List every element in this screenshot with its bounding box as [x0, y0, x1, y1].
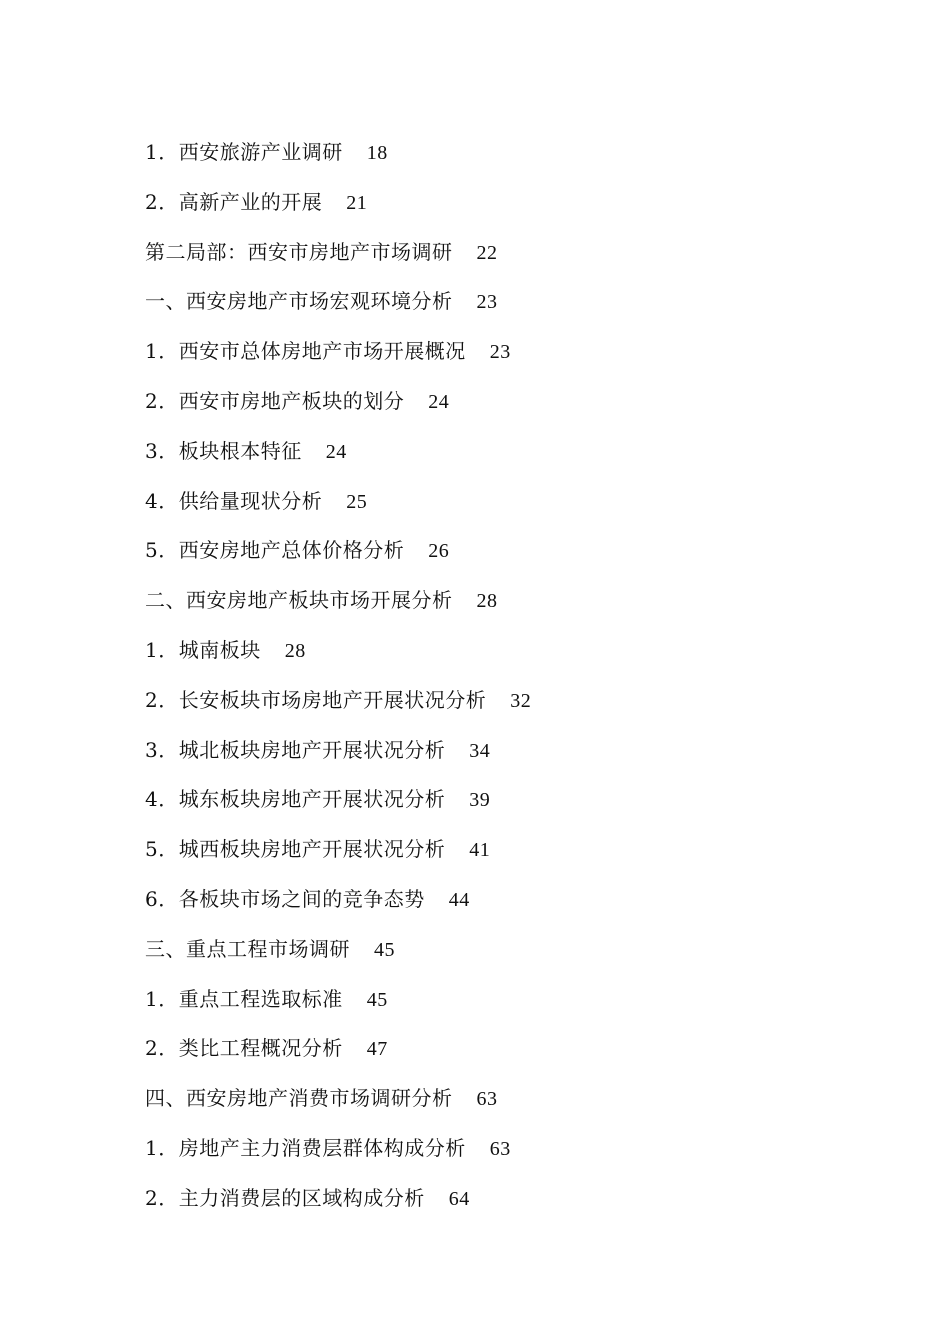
toc-entry-title: 1．西安旅游产业调研	[145, 140, 343, 164]
toc-entry-title: 1．房地产主力消费层群体构成分析	[145, 1135, 466, 1160]
toc-entry-page: 28	[476, 590, 498, 613]
toc-entry-page: 18	[366, 142, 388, 164]
toc-entry-page: 45	[374, 938, 395, 961]
toc-entry-title: 2．长安板块市场房地产开展状况分析	[145, 687, 487, 712]
toc-entry-title: 1．重点工程选取标准	[145, 986, 343, 1011]
toc-entry-title: 4．供给量现状分析	[145, 488, 323, 513]
toc-entry-title: 2．类比工程概况分析	[145, 1036, 343, 1061]
toc-entry-title: 第二局部：西安市房地产市场调研	[145, 239, 453, 264]
toc-entry-title: 1．城南板块	[145, 637, 261, 662]
toc-entry	[145, 284, 531, 334]
toc-entry	[145, 733, 531, 783]
toc-entry	[145, 633, 531, 683]
toc-entry	[145, 1081, 531, 1131]
toc-entry-title: 6．各板块市场之间的竞争态势	[145, 886, 425, 911]
toc-entry-title: 二、西安房地产板块市场开展分析	[145, 588, 453, 613]
toc-entry	[145, 782, 531, 832]
toc-entry	[145, 135, 531, 185]
toc-entry	[145, 882, 531, 932]
toc-entry-page: 63	[476, 1088, 498, 1111]
toc-entry-page: 28	[284, 639, 306, 662]
toc-entry	[145, 1181, 531, 1231]
toc-entry-title: 2．主力消费层的区域构成分析	[145, 1185, 425, 1210]
toc-entry	[145, 1131, 531, 1181]
toc-entry	[145, 334, 531, 384]
toc-entry-title: 2．西安市房地产板块的划分	[145, 388, 405, 413]
toc-entry-page: 25	[346, 490, 368, 513]
toc-entry-page: 21	[346, 191, 368, 214]
toc-entry-page: 63	[489, 1137, 511, 1160]
toc-entry	[145, 384, 531, 434]
toc-entry	[145, 235, 531, 285]
toc-entry	[145, 533, 531, 583]
toc-entry	[145, 185, 531, 235]
toc-entry	[145, 434, 531, 484]
toc-entry-page: 34	[469, 739, 491, 762]
toc-entry-page: 23	[489, 341, 511, 364]
toc-entry-page: 22	[476, 241, 498, 264]
toc-entry	[145, 683, 531, 733]
toc-entry	[145, 583, 531, 633]
toc-entry-title: 5．西安房地产总体价格分析	[145, 538, 405, 563]
toc-entry-title: 3．城北板块房地产开展状况分析	[145, 737, 446, 762]
toc-entry-page: 24	[325, 440, 347, 463]
toc-entry	[145, 982, 531, 1032]
toc-entry-page: 26	[428, 540, 450, 563]
toc-entry-title: 三、重点工程市场调研	[145, 936, 350, 961]
toc-entry-page: 23	[476, 291, 498, 314]
toc-entry	[145, 932, 531, 982]
toc-entry-page: 39	[469, 789, 491, 812]
toc-entry-page: 64	[448, 1187, 470, 1210]
toc-entry	[145, 484, 531, 534]
toc-entry-page: 47	[366, 1038, 388, 1061]
toc-entry-title: 四、西安房地产消费市场调研分析	[145, 1086, 453, 1111]
toc-entry	[145, 1031, 531, 1081]
table-of-contents	[145, 135, 531, 1231]
toc-entry-title: 2．高新产业的开展	[145, 189, 323, 214]
toc-entry-page: 24	[428, 390, 450, 413]
toc-entry-title: 5．城西板块房地产开展状况分析	[145, 837, 446, 862]
toc-entry-title: 3．板块根本特征	[145, 438, 302, 463]
toc-entry-title: 1．西安市总体房地产市场开展概况	[145, 339, 466, 364]
toc-entry-page: 45	[366, 988, 388, 1011]
toc-entry-page: 41	[469, 839, 491, 862]
toc-entry-title: 一、西安房地产市场宏观环境分析	[145, 289, 453, 314]
toc-entry-page: 44	[448, 888, 470, 911]
toc-entry-title: 4．城东板块房地产开展状况分析	[145, 787, 446, 812]
toc-entry-page: 32	[510, 689, 532, 712]
toc-entry	[145, 832, 531, 882]
